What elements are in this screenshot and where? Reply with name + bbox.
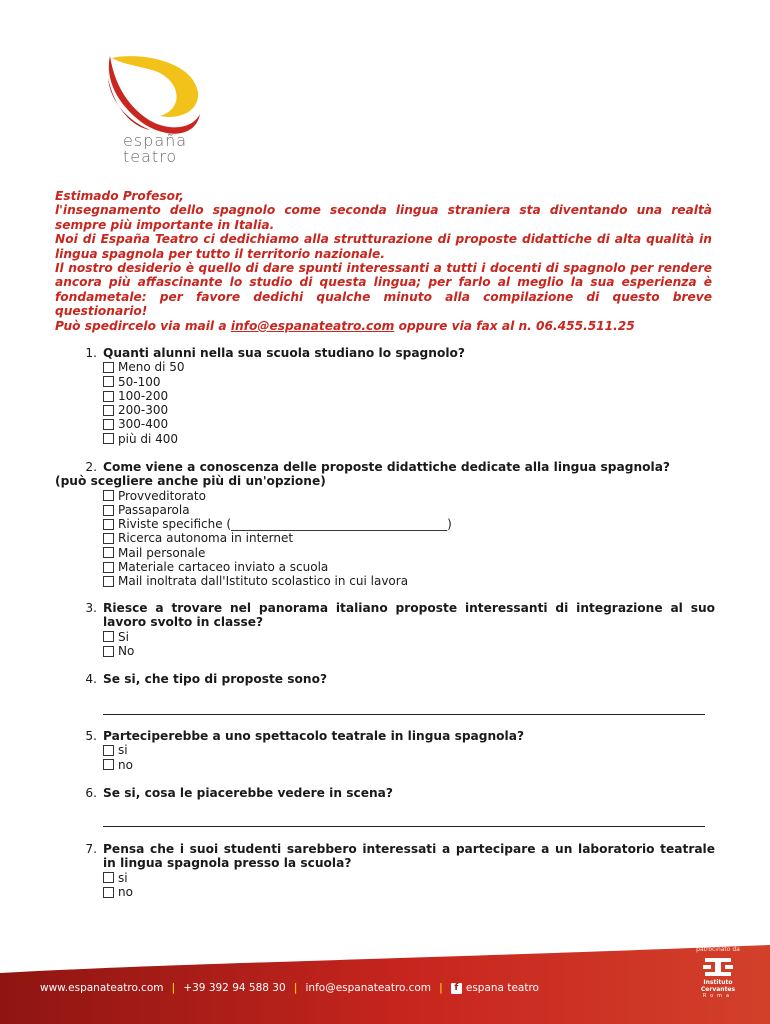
cervantes-name-1: Instituto: [703, 979, 733, 986]
option-label: Passaparola: [118, 502, 190, 517]
option[interactable]: [103, 546, 715, 560]
question-number: 7.: [85, 842, 97, 856]
option-label: no: [118, 884, 133, 899]
option[interactable]: [103, 360, 715, 374]
checkbox[interactable]: [103, 745, 114, 756]
options: [103, 743, 715, 772]
question-text: Pensa che i suoi studenti sarebbero interessati a partecipare a un laboratorio teatrale in lingua spagnola presso la scuola?: [103, 842, 715, 871]
checkbox[interactable]: [103, 433, 114, 444]
checkbox[interactable]: [103, 505, 114, 516]
option[interactable]: [103, 403, 715, 417]
footer-email[interactable]: info@espanateatro.com: [305, 982, 432, 994]
intro-paragraph: [55, 189, 712, 333]
mail-prefix: Può spedircelo via mail a: [55, 318, 231, 333]
question-number: 3.: [85, 601, 97, 615]
question-text: Quanti alunni nella sua scuola studiano lo spagnolo?: [103, 346, 465, 360]
checkbox[interactable]: [103, 631, 114, 642]
intro-mail-line: [55, 319, 712, 333]
option[interactable]: [103, 375, 715, 389]
checkbox[interactable]: [103, 872, 114, 883]
checkbox[interactable]: [103, 490, 114, 501]
option-label: Mail personale: [118, 545, 206, 560]
option-label: 300-400: [118, 417, 169, 432]
option[interactable]: [103, 630, 715, 644]
question-text: Parteciperebbe a uno spettacolo teatrale in lingua spagnola?: [103, 729, 525, 743]
cervantes-logo: [688, 946, 748, 999]
question-subtext: (può scegliere anche più di un'opzione): [55, 474, 326, 489]
option-label: più di 400: [118, 431, 179, 446]
checkbox[interactable]: [103, 419, 114, 430]
option[interactable]: [103, 432, 715, 446]
checkbox[interactable]: [103, 562, 114, 573]
option[interactable]: [103, 531, 715, 545]
separator: |: [293, 982, 298, 994]
logo-wordmark: [123, 133, 203, 165]
checkbox[interactable]: [103, 887, 114, 898]
question-text: Riesce a trovare nel panorama italiano proposte interessanti di integrazione al suo lavoro svolto in classe?: [103, 601, 715, 630]
options: [103, 630, 715, 659]
question-text: Se si, che tipo di proposte sono?: [103, 672, 328, 686]
mail-link[interactable]: info@espanateatro.com: [230, 318, 395, 333]
question-3: [55, 601, 715, 658]
checkbox[interactable]: [103, 405, 114, 416]
checkbox[interactable]: [103, 533, 114, 544]
options: [103, 489, 715, 589]
option[interactable]: [103, 517, 715, 531]
option-label: Mail inoltrata dall'Istituto scolastico in cui lavora: [118, 574, 409, 589]
cervantes-patron-label: patrocinato da: [696, 946, 740, 953]
question-number: 6.: [85, 786, 97, 800]
footer-phone: +39 392 94 588 30: [183, 982, 286, 994]
option-label: 200-300: [118, 403, 169, 418]
option-label: si: [118, 743, 128, 758]
question-6: [55, 786, 715, 827]
question-2: [55, 460, 715, 589]
answer-line[interactable]: [103, 686, 705, 715]
option[interactable]: [103, 560, 715, 574]
facebook-icon: f: [451, 983, 462, 994]
question-text: Come viene a conoscenza delle proposte didattiche dedicate alla lingua spagnola?: [103, 460, 670, 474]
checkbox[interactable]: [103, 759, 114, 770]
checkbox[interactable]: [103, 547, 114, 558]
option-label: Meno di 50: [118, 360, 185, 375]
question-number: 1.: [85, 346, 97, 360]
option[interactable]: [103, 389, 715, 403]
question-4: [55, 672, 715, 715]
footer-facebook[interactable]: espana teatro: [465, 982, 539, 994]
option-label: Riviste specifiche (____________________________________): [118, 517, 452, 532]
answer-line[interactable]: [103, 800, 705, 827]
logo-line-1: españa: [123, 131, 188, 150]
option[interactable]: [103, 644, 715, 658]
option[interactable]: [103, 871, 715, 885]
checkbox[interactable]: [103, 576, 114, 587]
question-number: 2.: [85, 460, 97, 474]
question-5: [55, 729, 715, 772]
intro-line: Il nostro desiderio è quello di dare spunti interessanti a tutti i docenti di spagnolo per rendere ancora più affascinante lo studio di questa lingua; per farlo al meglio la sua esperienza è fondametale: per favore dedichi qualche minuto alla compilazione di questo breve questionario!: [55, 261, 712, 319]
option-label: Si: [118, 629, 129, 644]
option[interactable]: [103, 743, 715, 757]
checkbox[interactable]: [103, 519, 114, 530]
checkbox[interactable]: [103, 376, 114, 387]
cervantes-city: Roma: [702, 993, 734, 999]
option[interactable]: [103, 885, 715, 899]
question-number: 5.: [85, 729, 97, 743]
option-label: Provveditorato: [118, 488, 206, 503]
option-label: 100-200: [118, 388, 169, 403]
option-label: no: [118, 757, 133, 772]
intro-greeting: Estimado Profesor,: [55, 189, 184, 203]
separator: |: [439, 982, 443, 994]
question-7: [55, 842, 715, 899]
option[interactable]: [103, 489, 715, 503]
question-1: [55, 346, 715, 446]
intro-line: l'insegnamento dello spagnolo come seconda lingua straniera sta diventando una realtà sempre più importante in Italia.: [55, 203, 712, 232]
question-number: 4.: [85, 672, 97, 686]
options: [103, 360, 715, 446]
separator: |: [171, 982, 176, 994]
option-label: Ricerca autonoma in internet: [118, 531, 294, 546]
checkbox[interactable]: [103, 391, 114, 402]
question-text: Se si, cosa le piacerebbe vedere in scena?: [103, 786, 393, 800]
logo-line-2: teatro: [123, 147, 178, 166]
option[interactable]: [103, 503, 715, 517]
footer-contacts: [40, 982, 539, 994]
option-label: No: [118, 643, 135, 658]
option[interactable]: [103, 574, 715, 588]
checkbox[interactable]: [103, 362, 114, 373]
option-label: si: [118, 870, 128, 885]
intro-line: Noi di España Teatro ci dedichiamo alla strutturazione di proposte didattiche di alta qualità in lingua spagnola per tutto il territorio nazionale.: [55, 232, 712, 261]
option-label: 50-100: [118, 374, 161, 389]
mail-suffix: oppure via fax al n. 06.455.511.25: [394, 318, 635, 333]
cervantes-emblem-icon: [701, 956, 735, 978]
option[interactable]: [103, 758, 715, 772]
option-label: Materiale cartaceo inviato a scuola: [118, 560, 329, 575]
checkbox[interactable]: [103, 646, 114, 657]
cervantes-name-2: Cervantes: [700, 986, 736, 993]
options: [103, 871, 715, 900]
footer-website[interactable]: www.espanateatro.com: [40, 982, 164, 994]
option[interactable]: [103, 417, 715, 431]
